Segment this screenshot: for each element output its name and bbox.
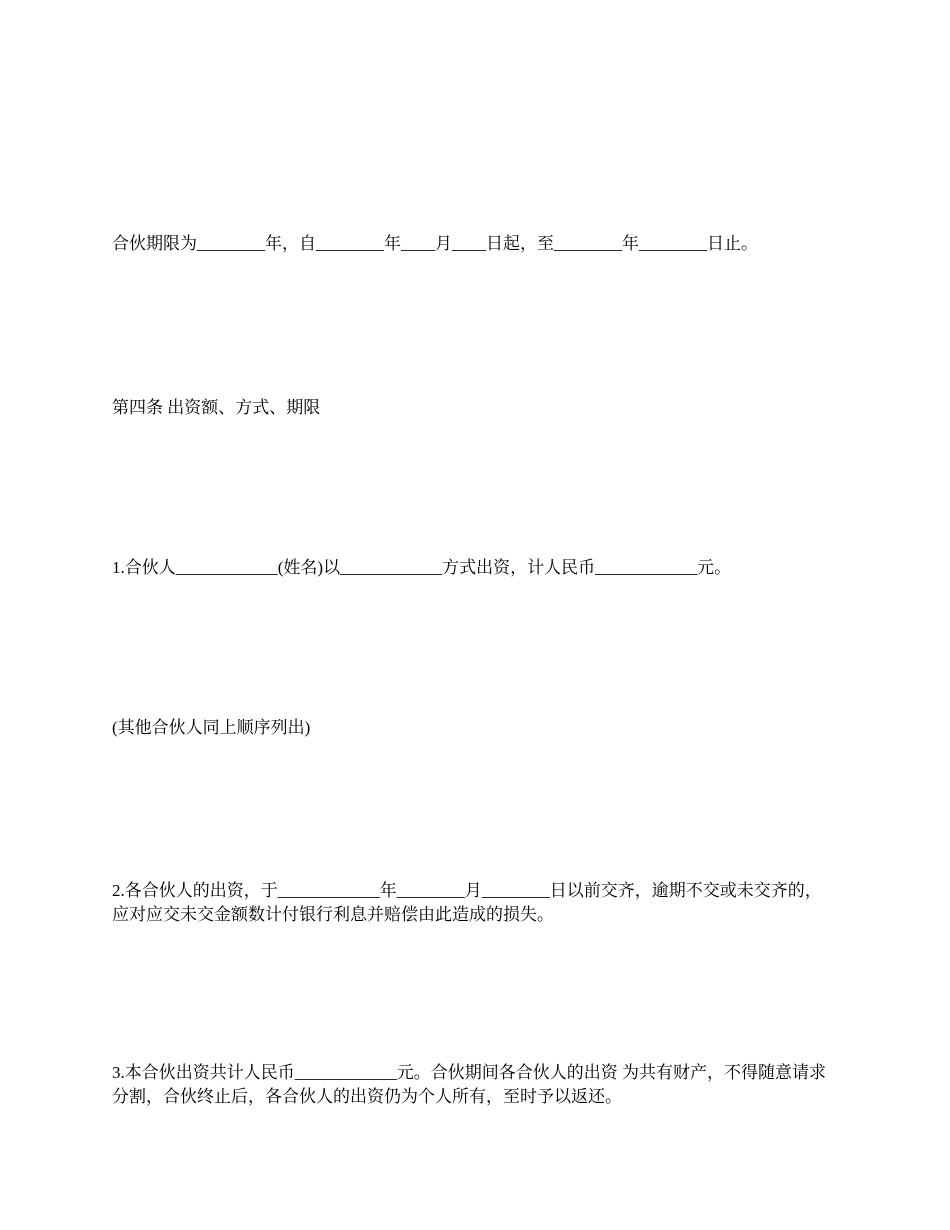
partnership-term-paragraph: 合伙期限为________年，自________年____月____日起，至________年________日止。 [112,234,758,253]
article-four-heading: 第四条 出资额、方式、期限 [112,398,321,417]
clause-3-total-contribution: 3.本合伙出资共计人民币____________元。合伙期间各合伙人的出资 为共有财产，不得随意请求分割，合伙终止后，各合伙人的出资仍为个人所有，至时予以返还。 [112,1063,826,1106]
clause-2-payment-deadline: 2.各合伙人的出资，于____________年________月________日以前交齐，逾期不交或未交齐的，应对应交未交金额数计付银行利息并赔偿由此造成的损失。 [112,881,822,924]
other-partners-note: (其他合伙人同上顺序列出) [112,718,311,737]
clause-1-contribution: 1.合伙人____________(姓名)以____________方式出资，计人民币____________元。 [112,558,732,577]
